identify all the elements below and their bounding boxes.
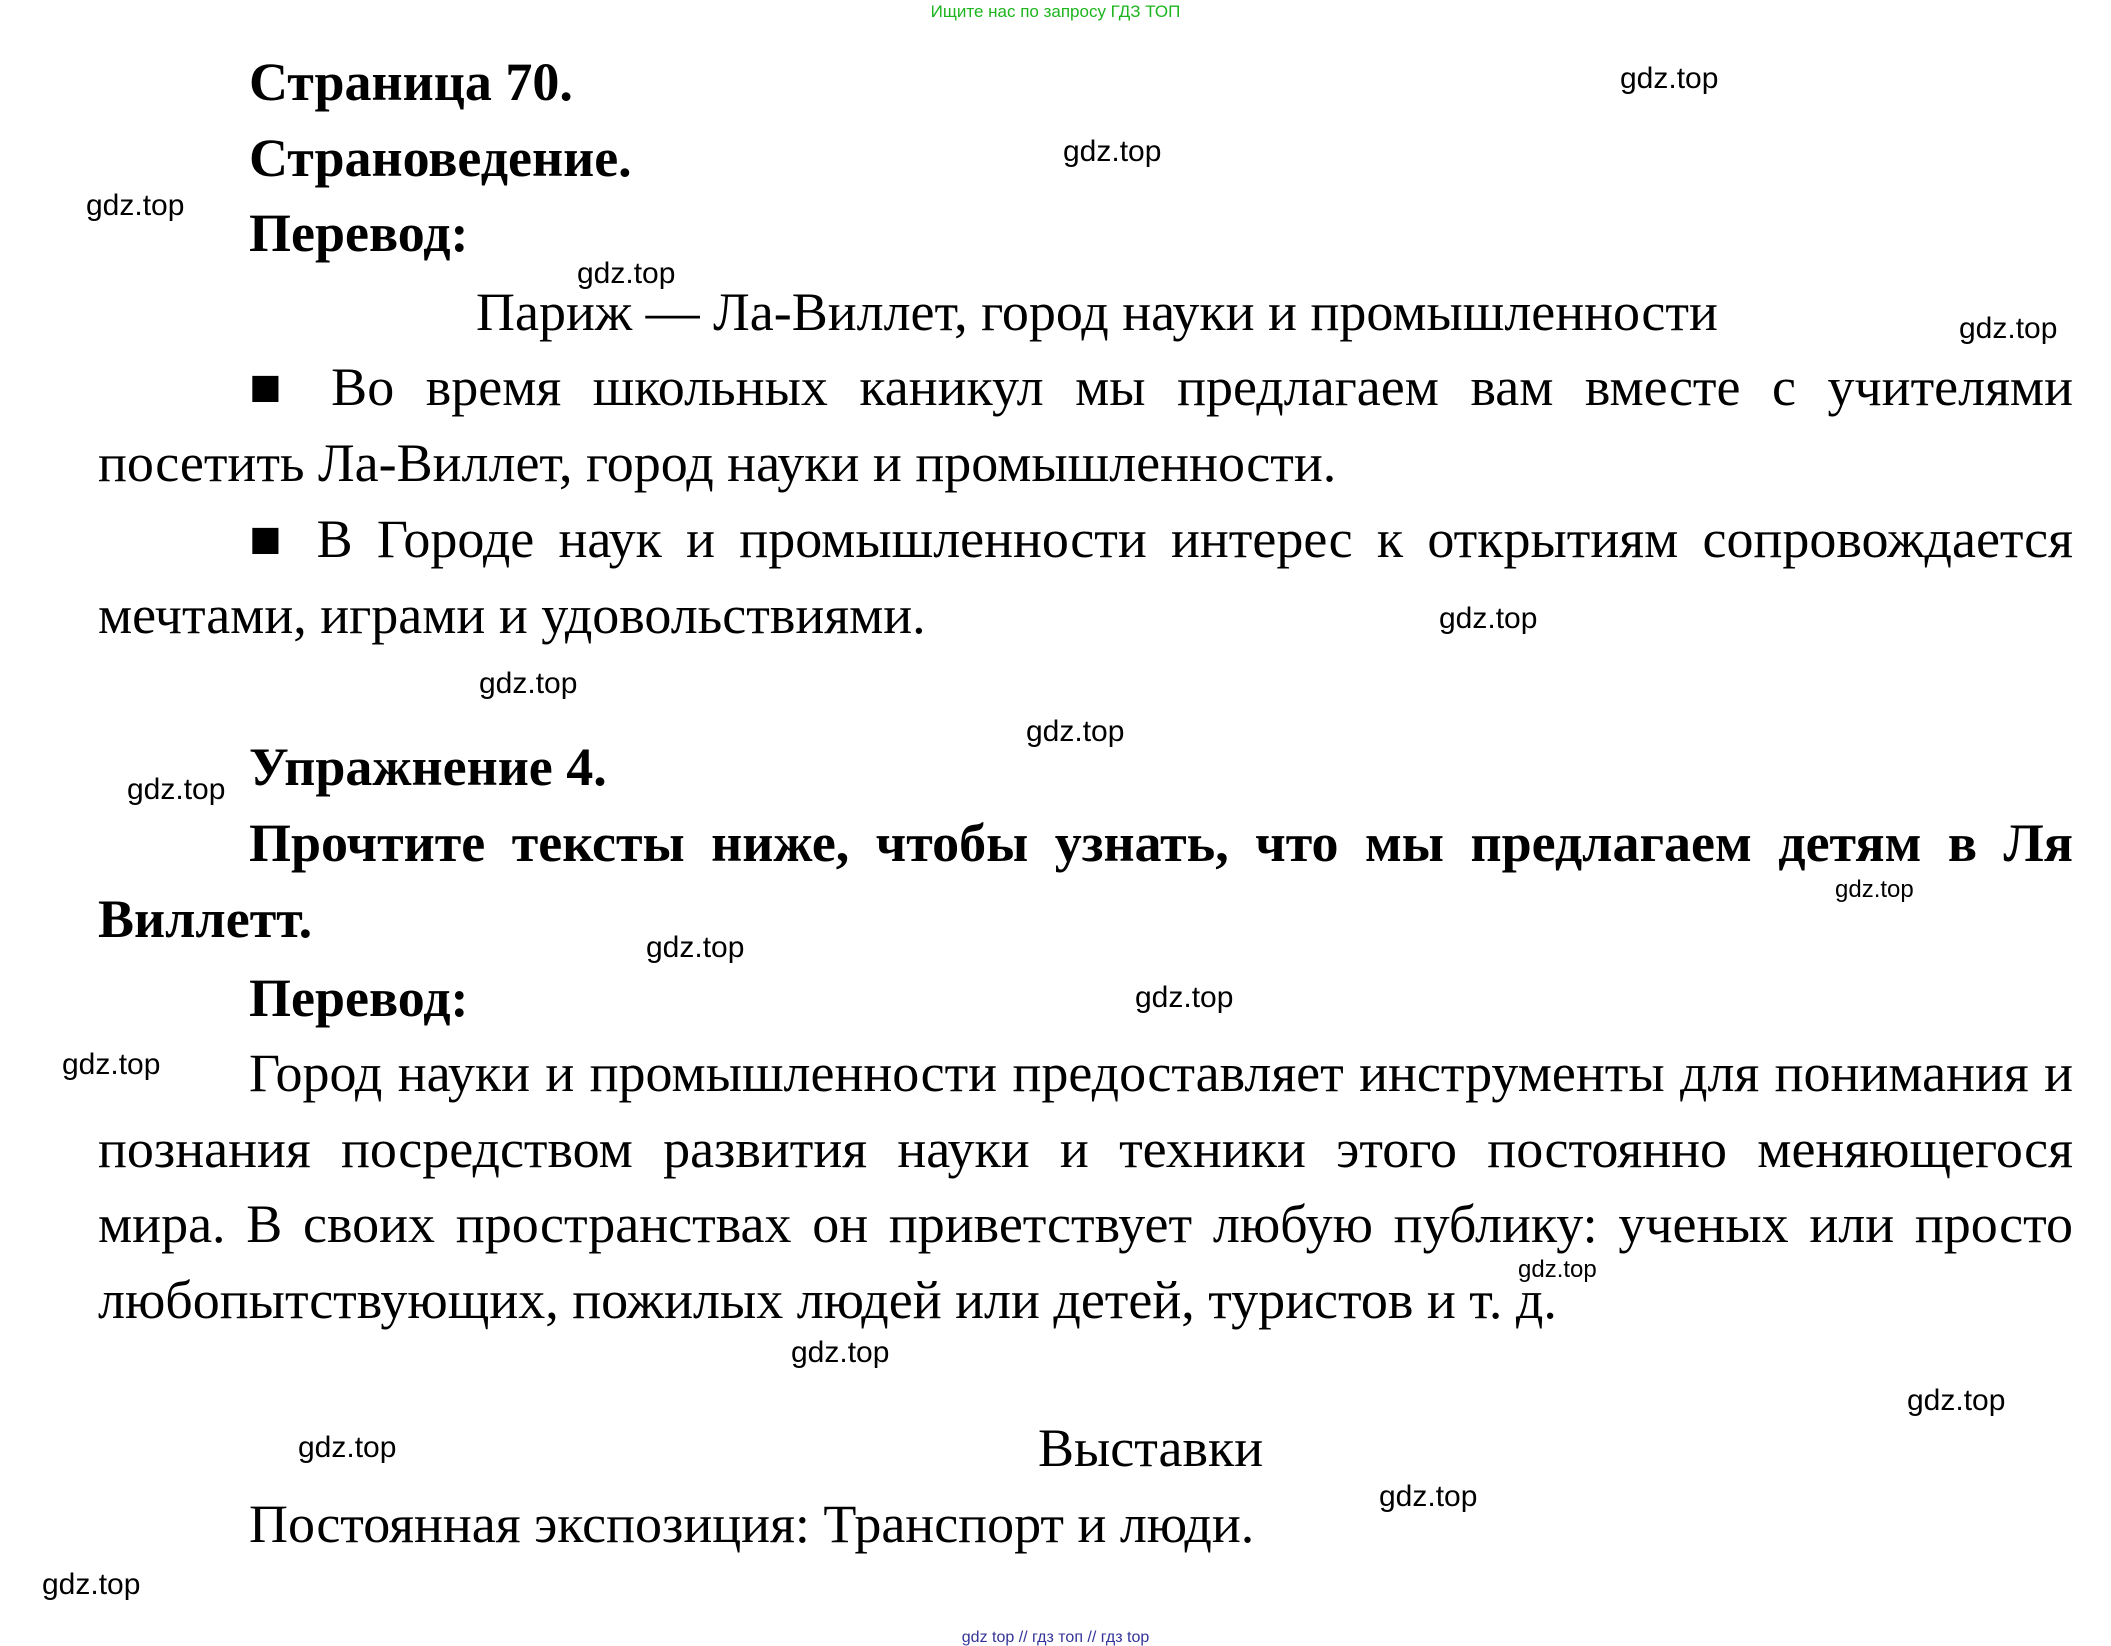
watermark: gdz.top [1620,62,1719,95]
page-heading: Страница 70. [249,52,573,112]
translation-heading: Перевод: [249,203,469,263]
paragraph-2: ■ В Городе наук и промышленности интерес к открытиям сопровождается мечтами, играми и удовольствиями. [98,509,2073,645]
footer-watermark: gdz top // гдз топ // гдз top [961,1629,1150,1646]
watermark: gdz.top [127,773,226,806]
watermark: gdz.top [1379,1480,1478,1513]
watermark: gdz.top [298,1431,397,1464]
top-note: Ищите нас по запросу ГДЗ ТОП [930,2,1181,21]
watermark: gdz.top [1063,135,1162,168]
watermark: gdz.top [1135,981,1234,1014]
watermark: gdz.top [577,257,676,290]
watermark: gdz.top [791,1336,890,1369]
watermark: gdz.top [1959,312,2058,345]
paragraph-3: Город науки и промышленности предоставляет инструменты для понимания и познания посредством развития науки и техники этого постоянно меняющегося мира. В своих пространствах он приветствует любую публику: ученых или просто любопытствующих, пожилых людей или детей, туристов и т. д. [98,1043,2073,1330]
watermark: gdz.top [479,667,578,700]
watermark: gdz.top [1439,602,1538,635]
watermark: gdz.top [86,189,185,222]
watermark: gdz.top [1835,876,1914,903]
text-title: Париж — Ла-Виллет, город науки и промышленности [476,282,1718,342]
watermark: gdz.top [646,931,745,964]
watermark: gdz.top [1518,1256,1597,1283]
exercise-task: Прочтите тексты ниже, чтобы узнать, что мы предлагаем детям в Ля Виллетт. [98,813,2073,949]
watermark: gdz.top [42,1568,141,1601]
paragraph-4: Постоянная экспозиция: Транспорт и люди. [249,1494,1255,1554]
translation-heading-2: Перевод: [249,968,469,1028]
watermark: gdz.top [1907,1384,2006,1417]
exhibitions-subheading: Выставки [1038,1418,1264,1478]
section-heading: Страноведение. [249,128,632,188]
paragraph-1: ■ Во время школьных каникул мы предлагаем вам вместе с учителями посетить Ла-Виллет, город науки и промышленности. [98,357,2073,493]
watermark: gdz.top [1026,715,1125,748]
exercise-heading: Упражнение 4. [249,737,607,797]
watermark: gdz.top [62,1048,161,1081]
